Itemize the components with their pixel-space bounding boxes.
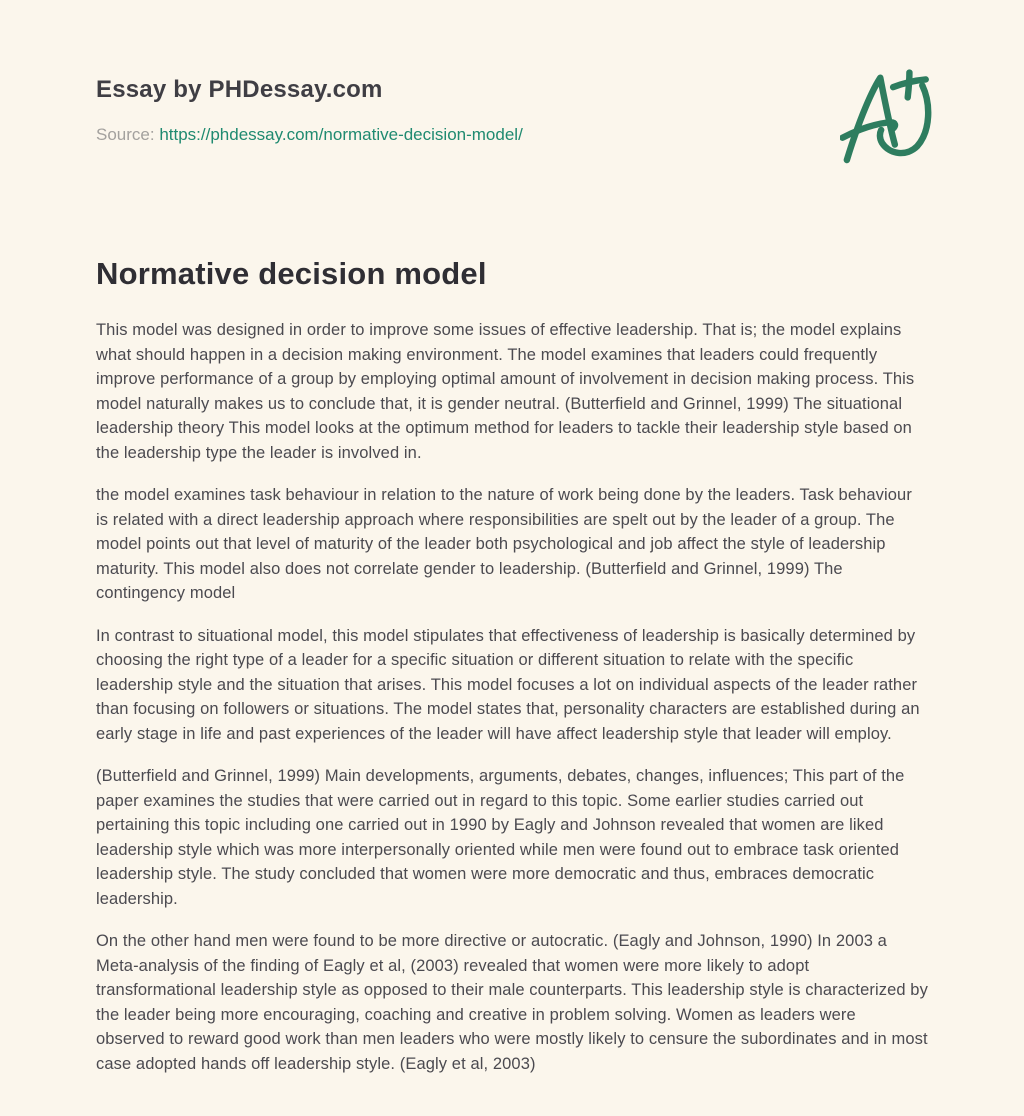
source-label: Source: xyxy=(96,125,155,144)
source-line xyxy=(96,125,523,145)
essay-body xyxy=(96,318,928,1076)
source-url-link[interactable]: https://phdessay.com/normative-decision-model/ xyxy=(159,125,523,144)
essay-paragraph: This model was designed in order to improve some issues of effective leadership. That is; the model explains what should happen in a decision making environment. The model examines that leaders could frequently improve performance of a group by employing optimal amount of involvement in decision making process. This model naturally makes us to conclude that, it is gender neutral. (Butterfield and Grinnel, 1999) The situational leadership theory This model looks at the optimum method for leaders to tackle their leadership style based on the leadership type the leader is involved in. xyxy=(96,321,915,462)
header-text-block xyxy=(96,72,523,145)
page-header xyxy=(96,72,928,170)
essay-paragraph: (Butterfield and Grinnel, 1999) Main developments, arguments, debates, changes, influences; This part of the paper examines the studies that were carried out in regard to this topic. Some earlier studies carried out pertaining this topic including one carried out in 1990 by Eagly and Johnson revealed that women are liked leadership style which was more interpersonally oriented while men were found out to embrace task oriented leadership style. The study concluded that women were more democratic and thus, embraces democratic leadership. xyxy=(96,767,905,908)
essay-paragraph: In contrast to situational model, this model stipulates that effectiveness of leadership is basically determined by choosing the right type of a leader for a specific situation or different situation to relate with the specific leadership style and the situation that arises. This model focuses a lot on individual aspects of the leader rather than focusing on followers or situations. The model states that, personality characters are established during an early stage in life and past experiences of the leader will have affect leadership style that leader will employ. xyxy=(96,626,920,743)
essay-paragraph: On the other hand men were found to be more directive or autocratic. (Eagly and Johnson, 1990) In 2003 a Meta-analysis of the finding of Eagly et al, (2003) revealed that women were more likely to adopt transformational leadership style as opposed to their male counterparts. This leadership style is characterized by the leader being more encouraging, coaching and creative in problem solving. Women as leaders were observed to reward good work than men leaders who were mostly likely to censure the subordinates and in most case adopted hands off leadership style. (Eagly et al, 2003) xyxy=(96,932,928,1073)
essay-title: Normative decision model xyxy=(96,256,487,291)
a-plus-logo-icon xyxy=(840,66,936,170)
site-title: Essay by PHDessay.com xyxy=(96,76,383,103)
essay-paragraph: the model examines task behaviour in relation to the nature of work being done by the leaders. Task behaviour is related with a direct leadership approach where responsibilities are spelt out by the leader of a group. The model points out that level of maturity of the leader both psychological and job affect the style of leadership maturity. This model also does not correlate gender to leadership. (Butterfield and Grinnel, 1999) The contingency model xyxy=(96,486,912,602)
